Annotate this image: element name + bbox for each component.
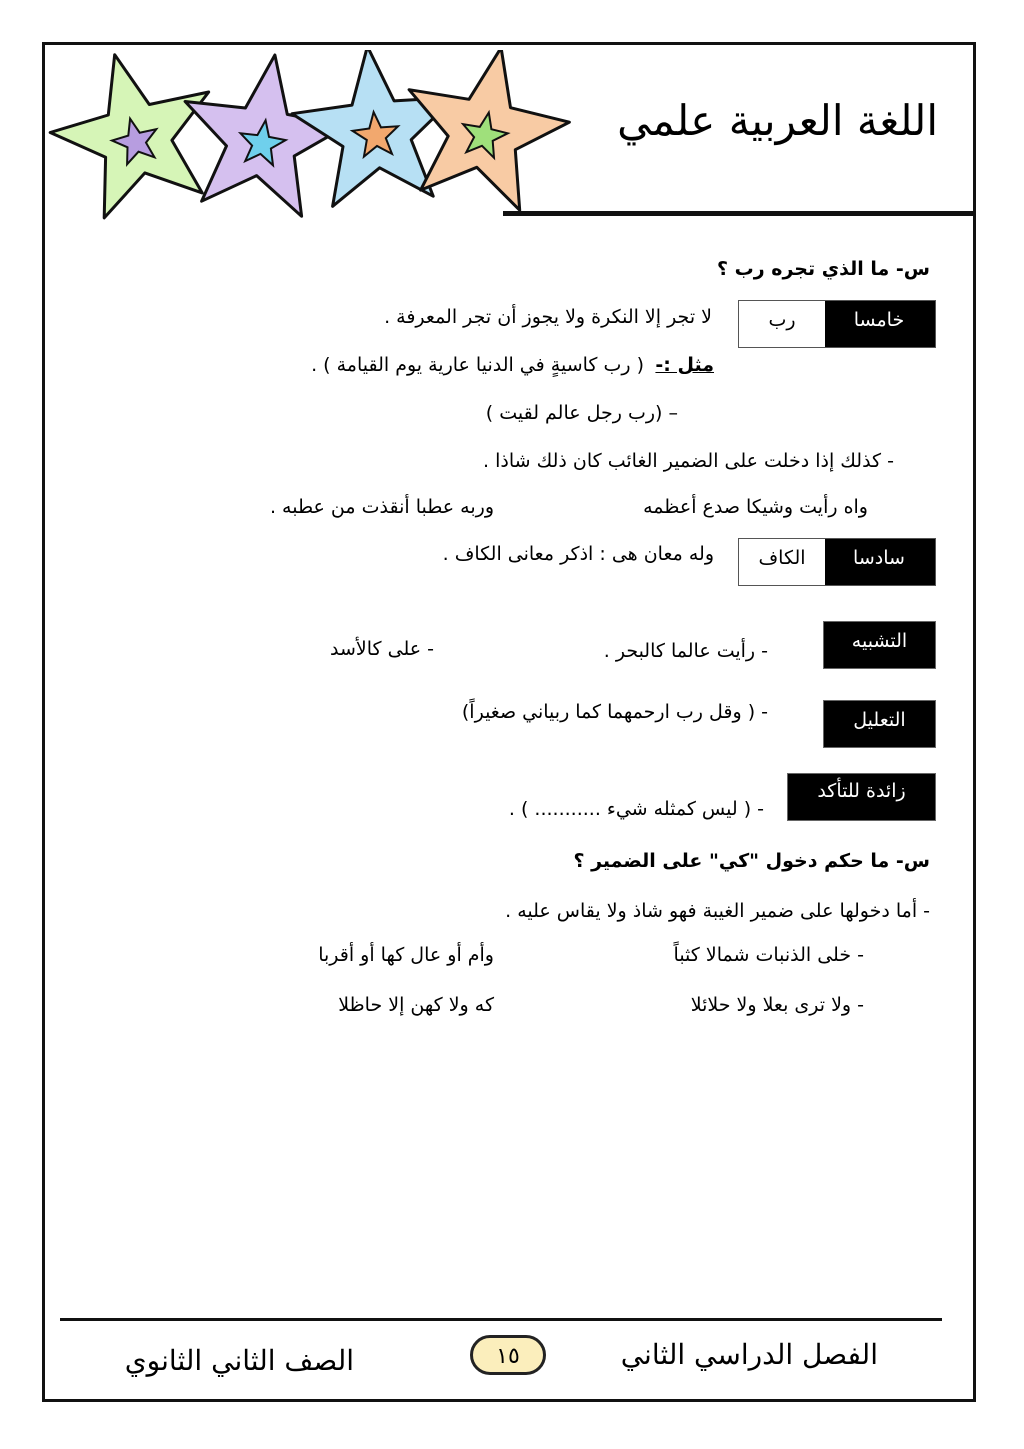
meaning-label-cause: التعليل xyxy=(823,700,936,748)
kay-verse1-right: - خلى الذنبات شمالا كثباً xyxy=(673,944,864,966)
kay-verse2-left: كه ولا كهن إلا حاظلا xyxy=(338,994,494,1016)
question-rubb: س- ما الذي تجره رب ؟ xyxy=(716,258,930,280)
page-number: ١٥ xyxy=(470,1335,546,1375)
star-icon xyxy=(185,55,347,216)
label-box-sixth xyxy=(738,538,936,586)
example-label: مثل :- xyxy=(655,354,714,376)
verse-left: وربه عطبا أنقذت من عطبه . xyxy=(269,496,494,518)
kay-verse1-left: وأم أو عال كها أو أقربا xyxy=(318,944,494,966)
stars-decoration xyxy=(44,50,584,230)
verse-right: واه رأيت وشيكا صدع أعظمه xyxy=(643,496,868,518)
kaf-intro: وله معان هى : اذكر معانى الكاف . xyxy=(442,543,714,565)
kay-answer: - أما دخولها على ضمير الغيبة فهو شاذ ولا يقاس عليه . xyxy=(505,900,930,922)
footer-grade: الصف الثاني الثانوي xyxy=(124,1344,354,1377)
example-1: ( رب كاسيةٍ في الدنيا عارية يوم القيامة ) . xyxy=(311,354,644,376)
label-sixth: سادسا xyxy=(823,539,935,585)
header-underline xyxy=(503,211,976,216)
label-kaf: الكاف xyxy=(739,539,825,585)
footer-rule xyxy=(60,1318,942,1321)
example-2: – (رب رجل عالم لقيت ) xyxy=(485,402,678,424)
note-text: - كذلك إذا دخلت على الضمير الغائب كان ذلك شاذا . xyxy=(483,450,894,472)
meaning-text-emphasis: - ( ليس كمثله شيء ........... ) . xyxy=(508,798,764,820)
page-title: اللغة العربية علمي xyxy=(617,96,938,145)
meaning-label-simile: التشبيه xyxy=(823,621,936,669)
kay-verse2-right: - ولا ترى بعلا ولا حلائلا xyxy=(690,994,864,1016)
rule-text: لا تجر إلا النكرة ولا يجوز أن تجر المعرفة . xyxy=(384,306,712,328)
footer-semester: الفصل الدراسي الثاني xyxy=(620,1338,878,1371)
label-rubb: رب xyxy=(739,301,825,347)
label-box-fifth xyxy=(738,300,936,348)
label-fifth: خامسا xyxy=(823,301,935,347)
meaning-text-simile: - رأيت عالما كالبحر . xyxy=(603,640,768,662)
star-icon xyxy=(50,55,209,218)
meaning-label-emphasis: زائدة للتأكد xyxy=(787,773,936,821)
star-icon xyxy=(409,50,569,210)
meaning-text-cause: - ( وقل رب ارحمهما كما ربياني صغيراً) xyxy=(461,701,768,723)
meaning-text-simile-2: - على كالأسد xyxy=(330,638,434,660)
question-kay: س- ما حكم دخول "كي" على الضمير ؟ xyxy=(573,850,930,872)
